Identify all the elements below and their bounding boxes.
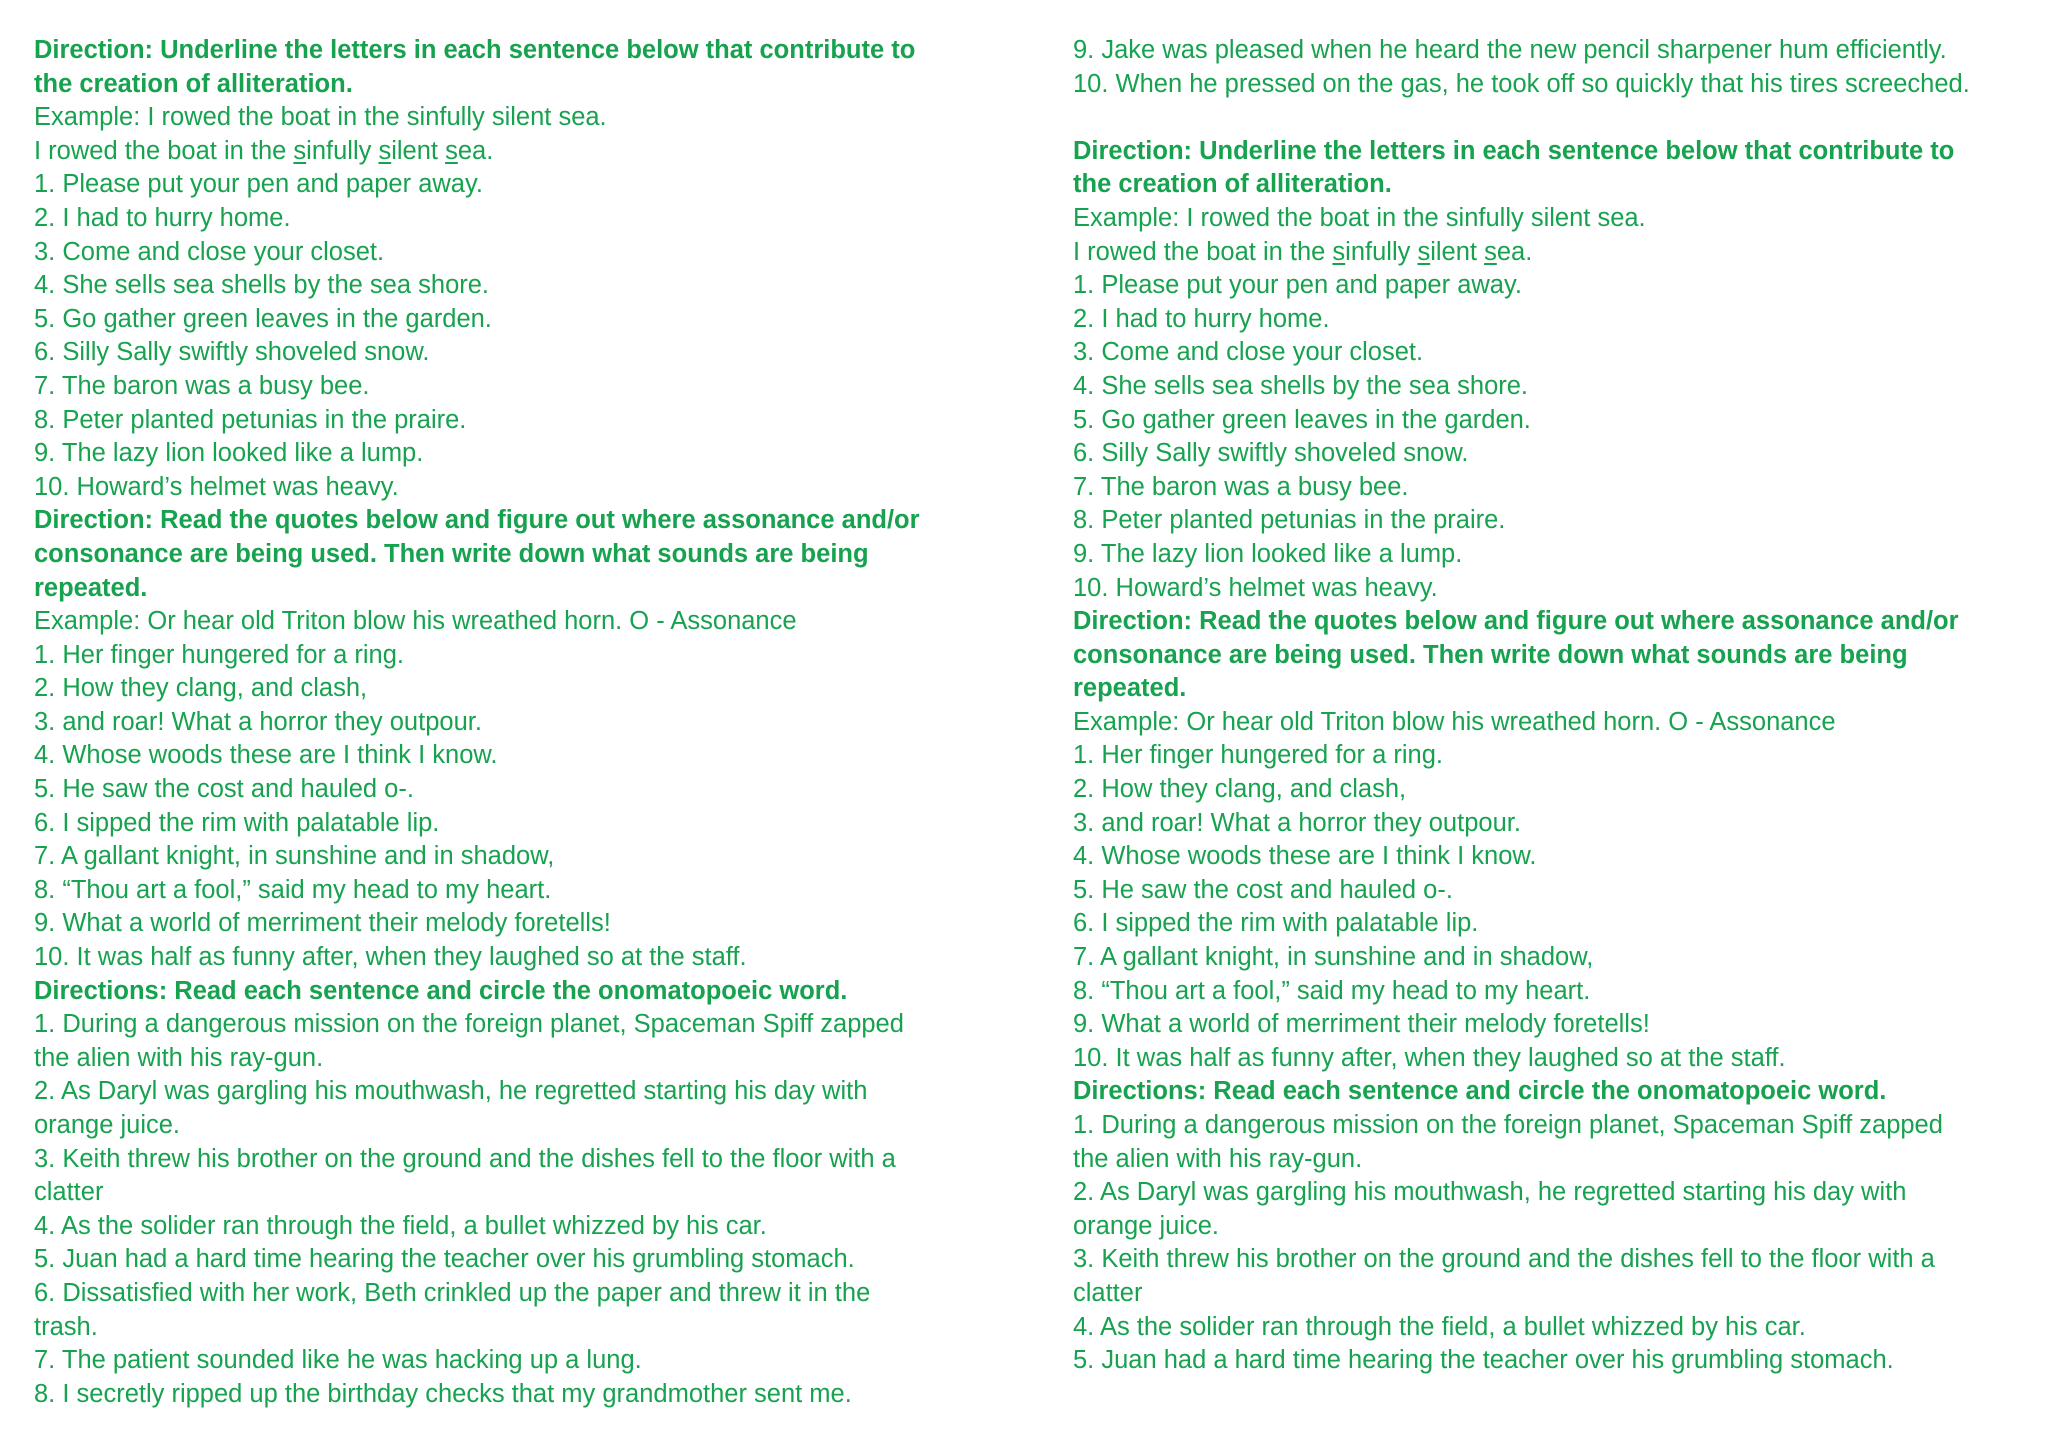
worksheet-line: 8. “Thou art a fool,” said my head to my heart. (34, 875, 552, 904)
worksheet-line: 8. I secretly ripped up the birthday checks that my grandmother sent me. (34, 1379, 852, 1408)
direction-heading-line: the creation of alliteration. (1073, 170, 1392, 199)
example-answer-line (1073, 236, 2033, 270)
worksheet-line: Example: I rowed the boat in the sinfully silent sea. (34, 103, 607, 132)
worksheet-line: 3. and roar! What a horror they outpour. (1073, 808, 1521, 837)
worksheet-line: 9. What a world of merriment their melody foretells! (34, 909, 611, 938)
worksheet-line: 8. Peter planted petunias in the praire. (34, 405, 467, 434)
worksheet-line: trash. (34, 1312, 98, 1341)
worksheet-line: 3. Come and close your closet. (34, 237, 385, 266)
direction-heading-line: repeated. (34, 573, 148, 602)
left-column (34, 34, 1034, 1411)
underlined-letter: s (1484, 237, 1497, 266)
worksheet-line: 6. I sipped the rim with palatable lip. (1073, 909, 1479, 938)
direction-heading-line: Directions: Read each sentence and circle the onomatopoeic word. (34, 976, 848, 1005)
worksheet-line: 9. The lazy lion looked like a lump. (34, 439, 424, 468)
text-fragment: I rowed the boat in the (1073, 237, 1333, 266)
worksheet-line: 9. The lazy lion looked like a lump. (1073, 539, 1463, 568)
worksheet-line: 6. Silly Sally swiftly shoveled snow. (34, 338, 430, 367)
direction-heading-line: repeated. (1073, 674, 1187, 703)
worksheet-line: 10. Howard’s helmet was heavy. (34, 472, 399, 501)
text-fragment: infully (1345, 237, 1418, 266)
worksheet-line: 4. As the solider ran through the field, a bullet whizzed by his car. (34, 1211, 767, 1240)
underlined-letter: s (1417, 237, 1431, 266)
worksheet-line: 5. Juan had a hard time hearing the teacher over his grumbling stomach. (1073, 1346, 1894, 1375)
direction-heading-line: consonance are being used. Then write down what sounds are being (34, 539, 869, 568)
worksheet-line: 4. She sells sea shells by the sea shore. (34, 271, 490, 300)
worksheet-line: 10. Howard’s helmet was heavy. (1073, 573, 1438, 602)
worksheet-line: 5. Juan had a hard time hearing the teacher over his grumbling stomach. (34, 1245, 855, 1274)
worksheet-line: orange juice. (1073, 1211, 1220, 1240)
direction-heading-line: the creation of alliteration. (34, 69, 353, 98)
worksheet-line: 4. Whose woods these are I think I know. (1073, 842, 1537, 871)
worksheet-line: 8. “Thou art a fool,” said my head to my heart. (1073, 976, 1591, 1005)
direction-heading-line: Direction: Underline the letters in each sentence below that contribute to (1073, 136, 1955, 165)
worksheet-line: 1. Please put your pen and paper away. (34, 170, 483, 199)
worksheet-line: 2. I had to hurry home. (1073, 304, 1330, 333)
direction-heading-line: Direction: Read the quotes below and figure out where assonance and/or (1073, 607, 1959, 636)
direction-heading-line: Direction: Read the quotes below and figure out where assonance and/or (34, 506, 920, 535)
worksheet-line: 7. A gallant knight, in sunshine and in shadow, (34, 842, 555, 871)
blank-line (1073, 101, 2033, 135)
right-column (1073, 34, 2033, 1378)
worksheet-line: 6. I sipped the rim with palatable lip. (34, 808, 440, 837)
worksheet-line: 1. Please put your pen and paper away. (1073, 271, 1522, 300)
worksheet-line: the alien with his ray-gun. (34, 1043, 324, 1072)
worksheet-line: 3. Keith threw his brother on the ground and the dishes fell to the floor with a (34, 1144, 896, 1173)
worksheet-line: 1. Her finger hungered for a ring. (34, 640, 404, 669)
direction-heading-line: consonance are being used. Then write down what sounds are being (1073, 640, 1908, 669)
worksheet-line: 8. Peter planted petunias in the praire. (1073, 506, 1506, 535)
worksheet-line: 3. and roar! What a horror they outpour. (34, 707, 482, 736)
underlined-letter: s (1332, 237, 1346, 266)
worksheet-line: 5. He saw the cost and hauled o-. (1073, 875, 1453, 904)
text-fragment: ea. (457, 136, 494, 165)
worksheet-line: 10. It was half as funny after, when they laughed so at the staff. (34, 943, 747, 972)
underlined-letter: s (378, 136, 392, 165)
worksheet-line: 10. It was half as funny after, when they laughed so at the staff. (1073, 1043, 1786, 1072)
worksheet-line: 9. What a world of merriment their melody foretells! (1073, 1010, 1650, 1039)
worksheet-line: Example: I rowed the boat in the sinfully silent sea. (1073, 203, 1646, 232)
worksheet-line: clatter (1073, 1278, 1143, 1307)
worksheet-line: 4. Whose woods these are I think I know. (34, 741, 498, 770)
worksheet-line: 1. During a dangerous mission on the foreign planet, Spaceman Spiff zapped (34, 1010, 904, 1039)
worksheet-line: 1. Her finger hungered for a ring. (1073, 741, 1443, 770)
worksheet-line: clatter (34, 1178, 104, 1207)
worksheet-line: 4. She sells sea shells by the sea shore. (1073, 371, 1529, 400)
text-fragment: ilent (391, 136, 446, 165)
worksheet-line: 2. How they clang, and clash, (34, 674, 368, 703)
worksheet-line: 1. During a dangerous mission on the foreign planet, Spaceman Spiff zapped (1073, 1111, 1943, 1139)
worksheet-line: 2. As Daryl was gargling his mouthwash, he regretted starting his day with (1073, 1178, 1907, 1207)
worksheet-line: Example: Or hear old Triton blow his wreathed horn. O - Assonance (1073, 707, 1836, 736)
text-fragment: infully (306, 136, 379, 165)
example-answer-line (34, 135, 1034, 169)
worksheet-line: 10. When he pressed on the gas, he took off so quickly that his tires screeched. (1073, 69, 1970, 98)
worksheet-line: 5. Go gather green leaves in the garden. (1073, 405, 1531, 434)
worksheet-line: 2. How they clang, and clash, (1073, 775, 1407, 804)
text-fragment: ea. (1496, 237, 1533, 266)
worksheet-line: 3. Come and close your closet. (1073, 338, 1424, 367)
worksheet-line: 3. Keith threw his brother on the ground and the dishes fell to the floor with a (1073, 1245, 1935, 1274)
worksheet-line: 7. The baron was a busy bee. (34, 371, 370, 400)
text-fragment: ilent (1430, 237, 1485, 266)
worksheet-line: orange juice. (34, 1111, 181, 1139)
direction-heading-line: Directions: Read each sentence and circle the onomatopoeic word. (1073, 1077, 1887, 1106)
worksheet-line: 2. I had to hurry home. (34, 203, 291, 232)
worksheet-line: 9. Jake was pleased when he heard the new pencil sharpener hum efficiently. (1073, 36, 1947, 64)
worksheet-line: 4. As the solider ran through the field, a bullet whizzed by his car. (1073, 1312, 1806, 1341)
worksheet-line: 6. Silly Sally swiftly shoveled snow. (1073, 439, 1469, 468)
worksheet-line: the alien with his ray-gun. (1073, 1144, 1363, 1173)
text-fragment: I rowed the boat in the (34, 136, 294, 165)
worksheet-line: 5. He saw the cost and hauled o-. (34, 775, 414, 804)
worksheet-line: 7. A gallant knight, in sunshine and in shadow, (1073, 943, 1594, 972)
worksheet-line: 2. As Daryl was gargling his mouthwash, he regretted starting his day with (34, 1077, 868, 1106)
worksheet-line: Example: Or hear old Triton blow his wreathed horn. O - Assonance (34, 607, 797, 636)
underlined-letter: s (445, 136, 458, 165)
worksheet-line: 7. The patient sounded like he was hacking up a lung. (34, 1346, 642, 1375)
worksheet-line: 5. Go gather green leaves in the garden. (34, 304, 492, 333)
worksheet-line: 6. Dissatisfied with her work, Beth crinkled up the paper and threw it in the (34, 1278, 871, 1307)
underlined-letter: s (293, 136, 307, 165)
direction-heading-line: Direction: Underline the letters in each sentence below that contribute to (34, 36, 916, 64)
worksheet-line: 7. The baron was a busy bee. (1073, 472, 1409, 501)
